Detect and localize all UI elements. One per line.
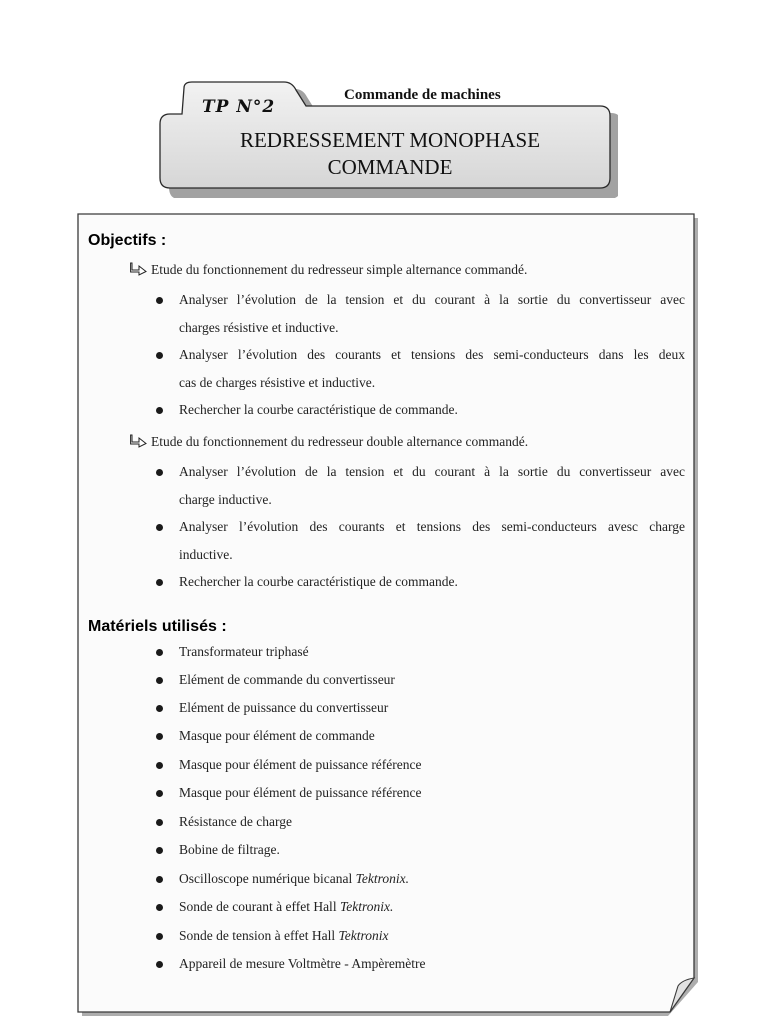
page-title xyxy=(168,127,612,181)
bullet-dot-icon xyxy=(156,904,163,911)
objective-group-1 xyxy=(130,262,527,278)
bullet-dot-icon xyxy=(156,579,163,586)
bullet-dot-icon xyxy=(156,469,163,476)
material-item: Elément de puissance du convertisseur xyxy=(179,700,389,715)
bullet-dot-icon xyxy=(156,961,163,968)
material-item: Masque pour élément de commande xyxy=(179,728,375,743)
title-line-1: REDRESSEMENT MONOPHASE xyxy=(239,128,541,152)
bullet-dot-icon xyxy=(156,297,163,304)
tp-number: TP N°2 xyxy=(202,97,276,117)
material-item: Sonde de tension à effet Hall Tektronix xyxy=(179,928,389,943)
hollow-arrow-icon xyxy=(130,262,148,276)
brand-name: Tektronix xyxy=(338,928,389,943)
content-panel xyxy=(76,212,696,1012)
material-item: Oscilloscope numérique bicanal Tektronix. xyxy=(179,871,409,886)
bullet-dot-icon xyxy=(156,677,163,684)
bullet-dot-icon xyxy=(156,407,163,414)
material-item: Appareil de mesure Voltmètre - Ampèremètre xyxy=(179,956,426,971)
bullet-dot-icon xyxy=(156,819,163,826)
bullet-dot-icon xyxy=(156,524,163,531)
objective-group-2 xyxy=(130,434,528,450)
title-line-2: COMMANDE xyxy=(327,155,453,179)
hollow-arrow-icon xyxy=(130,434,148,448)
objective-item: Analyser l’évolution de la tension et du courant à la sortie du convertisseur avec charges résistive et inductive. xyxy=(179,292,685,335)
material-item: Résistance de charge xyxy=(179,814,292,829)
bullet-dot-icon xyxy=(156,649,163,656)
objective-item: Analyser l’évolution de la tension et du courant à la sortie du convertisseur avec charge inductive. xyxy=(179,464,685,507)
bullet-dot-icon xyxy=(156,790,163,797)
objectives-heading: Objectifs : xyxy=(88,232,167,249)
objective-group-2-title: Etude du fonctionnement du redresseur double alternance commandé. xyxy=(151,434,529,449)
objective-item: Analyser l’évolution des courants et tensions des semi-conducteurs avesc charge inductive. xyxy=(179,519,685,562)
material-item: Transformateur triphasé xyxy=(179,644,309,659)
bullet-dot-icon xyxy=(156,705,163,712)
course-name: Commande de machines xyxy=(344,87,501,103)
brand-name: Tektronix. xyxy=(355,871,409,886)
bullet-dot-icon xyxy=(156,762,163,769)
material-item: Elément de commande du convertisseur xyxy=(179,672,395,687)
bullet-dot-icon xyxy=(156,847,163,854)
bullet-dot-icon xyxy=(156,352,163,359)
bullet-dot-icon xyxy=(156,933,163,940)
objective-item: Analyser l’évolution des courants et tensions des semi-conducteurs dans les deux cas de charges résistive et inductive. xyxy=(179,347,685,390)
objective-item: Rechercher la courbe caractéristique de commande. xyxy=(179,402,458,417)
bullet-dot-icon xyxy=(156,876,163,883)
bullet-dot-icon xyxy=(156,733,163,740)
objective-item: Rechercher la courbe caractéristique de commande. xyxy=(179,574,458,589)
title-banner xyxy=(158,80,618,198)
materials-heading: Matériels utilisés : xyxy=(88,618,227,635)
material-item: Bobine de filtrage. xyxy=(179,842,280,857)
objective-group-1-title: Etude du fonctionnement du redresseur simple alternance commandé. xyxy=(151,262,528,277)
brand-name: Tektronix. xyxy=(339,899,394,914)
material-item: Masque pour élément de puissance référence xyxy=(179,757,422,772)
material-item: Sonde de courant à effet Hall Tektronix. xyxy=(179,899,394,914)
material-item: Masque pour élément de puissance référence xyxy=(179,785,422,800)
